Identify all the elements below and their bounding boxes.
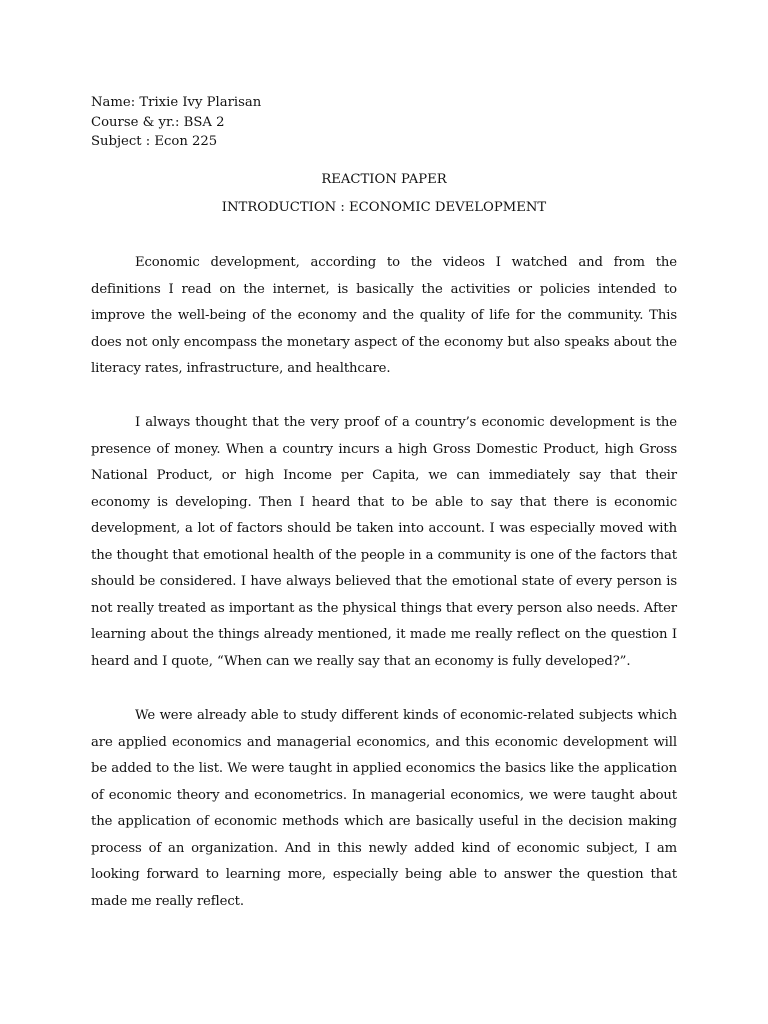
document-subtitle: INTRODUCTION : ECONOMIC DEVELOPMENT xyxy=(221,200,547,215)
paragraph-2: I always thought that the very proof of a country’s economic development is the presence of money. When a country incurs a high Gross Domestic Product, high Gross National Product, or high Income per Capita, we can immediately say that their economy is developing. Then I heard that to be able to say that there is economic development, a lot of factors should be taken into account. I was especially moved with the thought that emotional health of the people in a community is one of the factors that should be considered. I have always believed that the emotional state of every person is not really treated as important as the physical things that every person also needs. After learning about the things already mentioned, it made me really reflect on the question I heard and I quote, “When can we really say that an economy is fully developed?”. xyxy=(91,415,677,669)
student-name: Name: Trixie Ivy Plarisan xyxy=(91,95,262,110)
course-year: Course & yr.: BSA 2 xyxy=(91,114,225,130)
document-title: REACTION PAPER xyxy=(321,172,447,187)
student-info-block xyxy=(91,93,261,152)
subject: Subject : Econ 225 xyxy=(91,134,218,149)
paragraph-3: We were already able to study different kinds of economic-related subjects which are applied economics and managerial economics, and this economic development will be added to the list. We were taught in applied economics the basics like the application of economic theory and econometrics. In managerial economics, we were taught about the application of economic methods which are basically useful in the decision making process of an organization. And in this newly added kind of economic subject, I am looking forward to learning more, especially being able to answer the question that made me really reflect. xyxy=(91,708,677,909)
paragraph-1: Economic development, according to the videos I watched and from the definitions I read on the internet, is basically the activities or policies intended to improve the well-being of the economy and the quality of life for the community. This does not only encompass the monetary aspect of the economy but also speaks about the literacy rates, infrastructure, and healthcare. xyxy=(91,255,677,376)
